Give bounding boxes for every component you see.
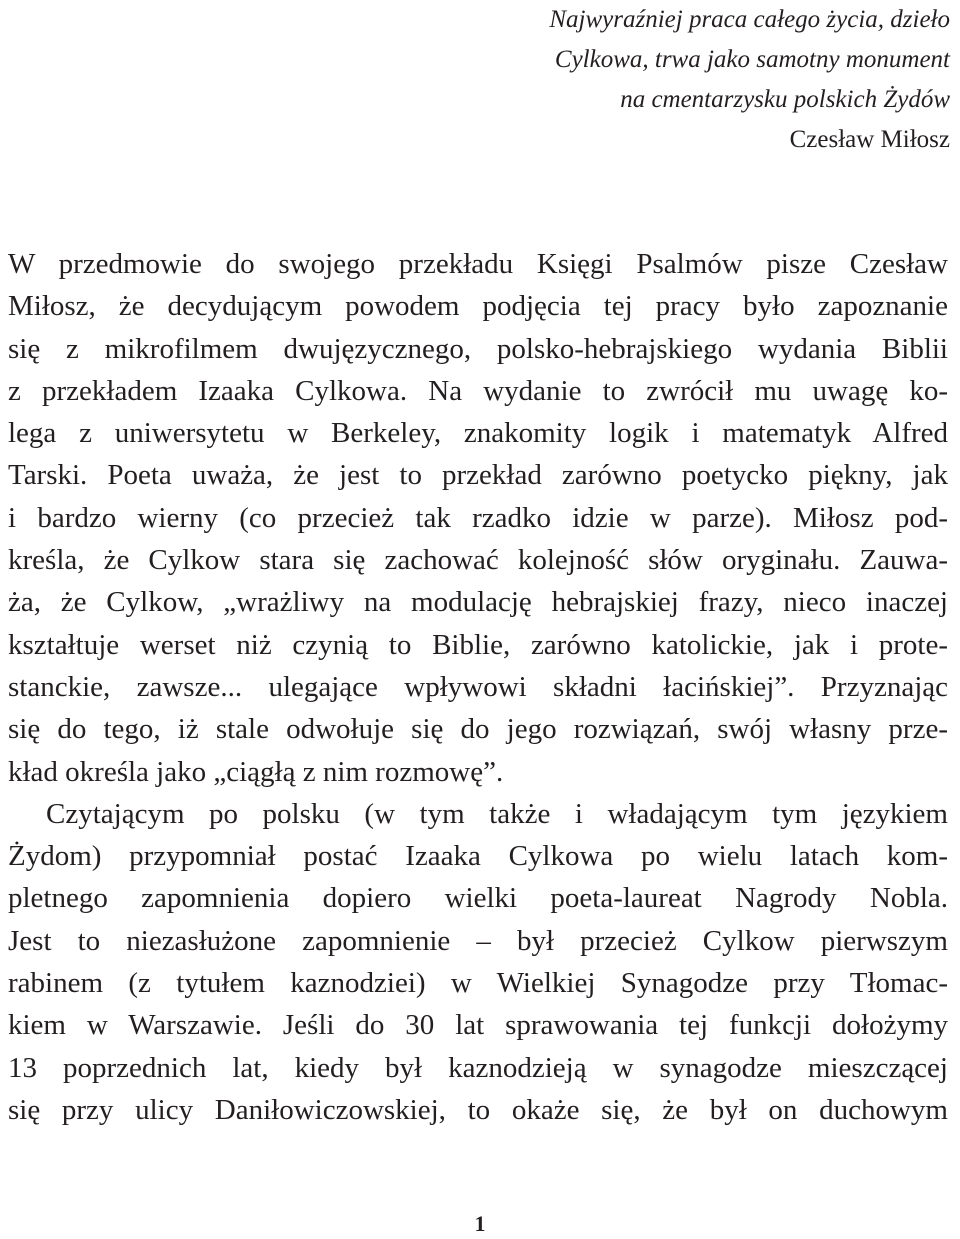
epigraph-line: Cylkowa, trwa jako samotny monument: [554, 46, 950, 73]
epigraph-author: Czesław Miłosz: [789, 126, 950, 153]
text-line: W przedmowie do swojego przekładu Księgi Psalmów pisze Czesław: [8, 248, 948, 280]
text-line: lega z uniwersytetu w Berkeley, znakomity logik i matematyk Alfred: [8, 417, 948, 450]
epigraph-line: na cmentarzysku polskich Żydów: [620, 86, 950, 113]
body-text: [8, 243, 948, 1131]
text-line: i bardzo wierny (co przecież tak rzadko idzie w parze). Miłosz pod-: [8, 501, 948, 534]
text-line: Jest to niezasłużone zapomnienie – był przecież Cylkow pierwszym: [8, 924, 948, 957]
text-line: kład określa jako „ciągłą z nim rozmowę”.: [8, 755, 504, 788]
paragraph-1: [8, 243, 948, 793]
text-line: 13 poprzednich lat, kiedy był kaznodzieją w synagodze mieszczącej: [8, 1051, 948, 1084]
text-line: Żydom) przypomniał postać Izaaka Cylkowa po wielu latach kom-: [8, 840, 948, 873]
text-line: stanckie, zawsze... ulegające wpływowi składni łacińskiej”. Przyznając: [8, 670, 948, 703]
text-line: kiem w Warszawie. Jeśli do 30 lat sprawowania tej funkcji dołożymy: [8, 1009, 948, 1042]
text-line: się z mikrofilmem dwujęzycznego, polsko-hebrajskiego wydania Biblii: [8, 332, 948, 365]
page-number: 1: [474, 1211, 486, 1236]
text-line: się przy ulicy Daniłowiczowskiej, to okaże się, że był on duchowym: [8, 1093, 948, 1126]
epigraph-line: Najwyraźniej praca całego życia, dzieło: [549, 6, 950, 33]
text-line: Czytającym po polsku (w tym także i władającym tym językiem: [46, 797, 948, 830]
text-line: kreśla, że Cylkow stara się zachować kolejność słów oryginału. Zauwa-: [8, 544, 948, 577]
text-line: z przekładem Izaaka Cylkowa. Na wydanie to zwrócił mu uwagę ko-: [8, 374, 948, 407]
paragraph-2: [8, 793, 948, 1131]
epigraph: [390, 0, 950, 160]
text-line: Tarski. Poeta uważa, że jest to przekład zarówno poetycko piękny, jak: [8, 459, 948, 492]
text-line: rabinem (z tytułem kaznodziei) w Wielkiej Synagodze przy Tłomac-: [8, 967, 948, 1000]
text-line: kształtuje werset niż czynią to Biblie, zarówno katolickie, jak i prote-: [8, 628, 948, 661]
text-line: pletnego zapomnienia dopiero wielki poeta-laureat Nagrody Nobla.: [8, 882, 948, 915]
text-line: ża, że Cylkow, „wrażliwy na modulację hebrajskiej frazy, nieco inaczej: [8, 586, 948, 619]
text-line: się do tego, iż stale odwołuje się do jego rozwiązań, swój własny prze-: [8, 713, 948, 746]
text-line: Miłosz, że decydującym powodem podjęcia tej pracy było zapoznanie: [8, 290, 948, 323]
